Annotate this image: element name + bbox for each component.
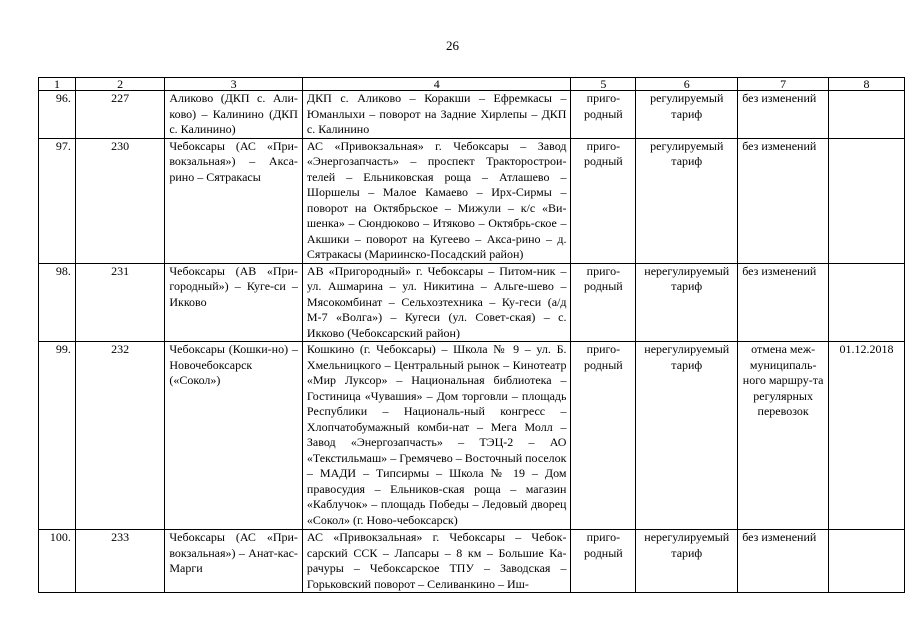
change-date (829, 263, 905, 342)
route-status: без изменений (738, 263, 829, 342)
table-row (39, 91, 905, 139)
column-header: 8 (829, 78, 905, 91)
route-name: Чебоксары (Кошки-но) – Новочебоксарск («Сокол») (165, 342, 303, 530)
row-number: 98. (39, 263, 76, 342)
route-path: АС «Привокзальная» г. Чебоксары – Чебок-сарский ССК – Лапсары – 8 км – Большие Ка-рачуры – Чебоксарское ТПУ – Заводская – Горьковский поворот – Селиванкино – Иш- (302, 530, 571, 593)
route-path: Кошкино (г. Чебоксары) – Школа № 9 – ул. Б. Хмельницкого – Центральный рынок – Кинотеатр «Мир Луксор» – Национальная библиотека – Гостиница «Чувашия» – Дом торговли – площадь Республики – Националь-ный конгресс – Хлопчатобумажный комби-нат – Мега Молл – Завод «Энергозапчасть» – ТЭЦ-2 – АО «Текстильмаш» – Гремячево – Восточный поселок – МАДИ – Типсирмы – Школа № 19 – Дом правосудия – Ельников-ская роща – магазин «Каблучок» – площадь Победы – Ледовый дворец «Сокол» (г. Ново-чебоксарск) (302, 342, 571, 530)
route-status: без изменений (738, 138, 829, 263)
table-row (39, 263, 905, 342)
column-header: 1 (39, 78, 76, 91)
tariff-type: регулируемый тариф (636, 138, 738, 263)
row-number: 99. (39, 342, 76, 530)
route-code: 231 (75, 263, 164, 342)
change-date: 01.12.2018 (829, 342, 905, 530)
route-type: приго-родный (571, 342, 636, 530)
route-path: ДКП с. Аликово – Коракши – Ефремкасы – Юманлыхи – поворот на Задние Хирлепы – ДКП с. Калинино (302, 91, 571, 139)
route-type: приго-родный (571, 530, 636, 593)
row-number: 100. (39, 530, 76, 593)
table-row (39, 342, 905, 530)
routes-table (38, 77, 905, 593)
route-name: Чебоксары (АС «При-вокзальная») – Акса-рино – Сятракасы (165, 138, 303, 263)
route-name: Аликово (ДКП с. Али-ково) – Калинино (ДКП с. Калинино) (165, 91, 303, 139)
route-code: 232 (75, 342, 164, 530)
route-code: 227 (75, 91, 164, 139)
change-date (829, 530, 905, 593)
column-header: 5 (571, 78, 636, 91)
route-path: АС «Привокзальная» г. Чебоксары – Завод «Энергозапчасть» – проспект Тракторострои-телей – Ельниковская роща – Атлашево – Шоршелы – Малое Камаево – Ирх-Сирмы – поворот на Октябрьское – Мижули – к/с «Ви-шенка» – Сюндюково – Итяково – Октябрь-ское – Акшики – поворот на Кугеево – Акса-рино – д. Сятракасы (Мариинско-Посадский район) (302, 138, 571, 263)
page-number: 26 (446, 38, 459, 53)
route-name: Чебоксары (АС «При-вокзальная») – Анат-кас-Марги (165, 530, 303, 593)
column-header-row (39, 78, 905, 91)
tariff-type: нерегулируемый тариф (636, 263, 738, 342)
route-code: 230 (75, 138, 164, 263)
column-header: 3 (165, 78, 303, 91)
route-type: приго-родный (571, 263, 636, 342)
route-status: отмена меж-муниципаль-ного маршру-та регулярных перевозок (738, 342, 829, 530)
route-name: Чебоксары (АВ «При-городный») – Куге-си – Икково (165, 263, 303, 342)
route-path: АВ «Пригородный» г. Чебоксары – Питом-ник – ул. Ашмарина – ул. Никитина – Альге-шево – Мясокомбинат – Сельхозтехника – Ку-геси (а/д М-7 «Волга») – Кугеси (ул. Совет-ская) – с. Икково (Чебоксарский район) (302, 263, 571, 342)
route-code: 233 (75, 530, 164, 593)
route-status: без изменений (738, 530, 829, 593)
column-header: 2 (75, 78, 164, 91)
route-status: без изменений (738, 91, 829, 139)
route-type: приго-родный (571, 138, 636, 263)
change-date (829, 138, 905, 263)
row-number: 97. (39, 138, 76, 263)
change-date (829, 91, 905, 139)
table-row (39, 138, 905, 263)
tariff-type: нерегулируемый тариф (636, 342, 738, 530)
tariff-type: регулируемый тариф (636, 91, 738, 139)
column-header: 7 (738, 78, 829, 91)
table-row (39, 530, 905, 593)
row-number: 96. (39, 91, 76, 139)
tariff-type: нерегулируемый тариф (636, 530, 738, 593)
column-header: 4 (302, 78, 571, 91)
column-header: 6 (636, 78, 738, 91)
route-type: приго-родный (571, 91, 636, 139)
